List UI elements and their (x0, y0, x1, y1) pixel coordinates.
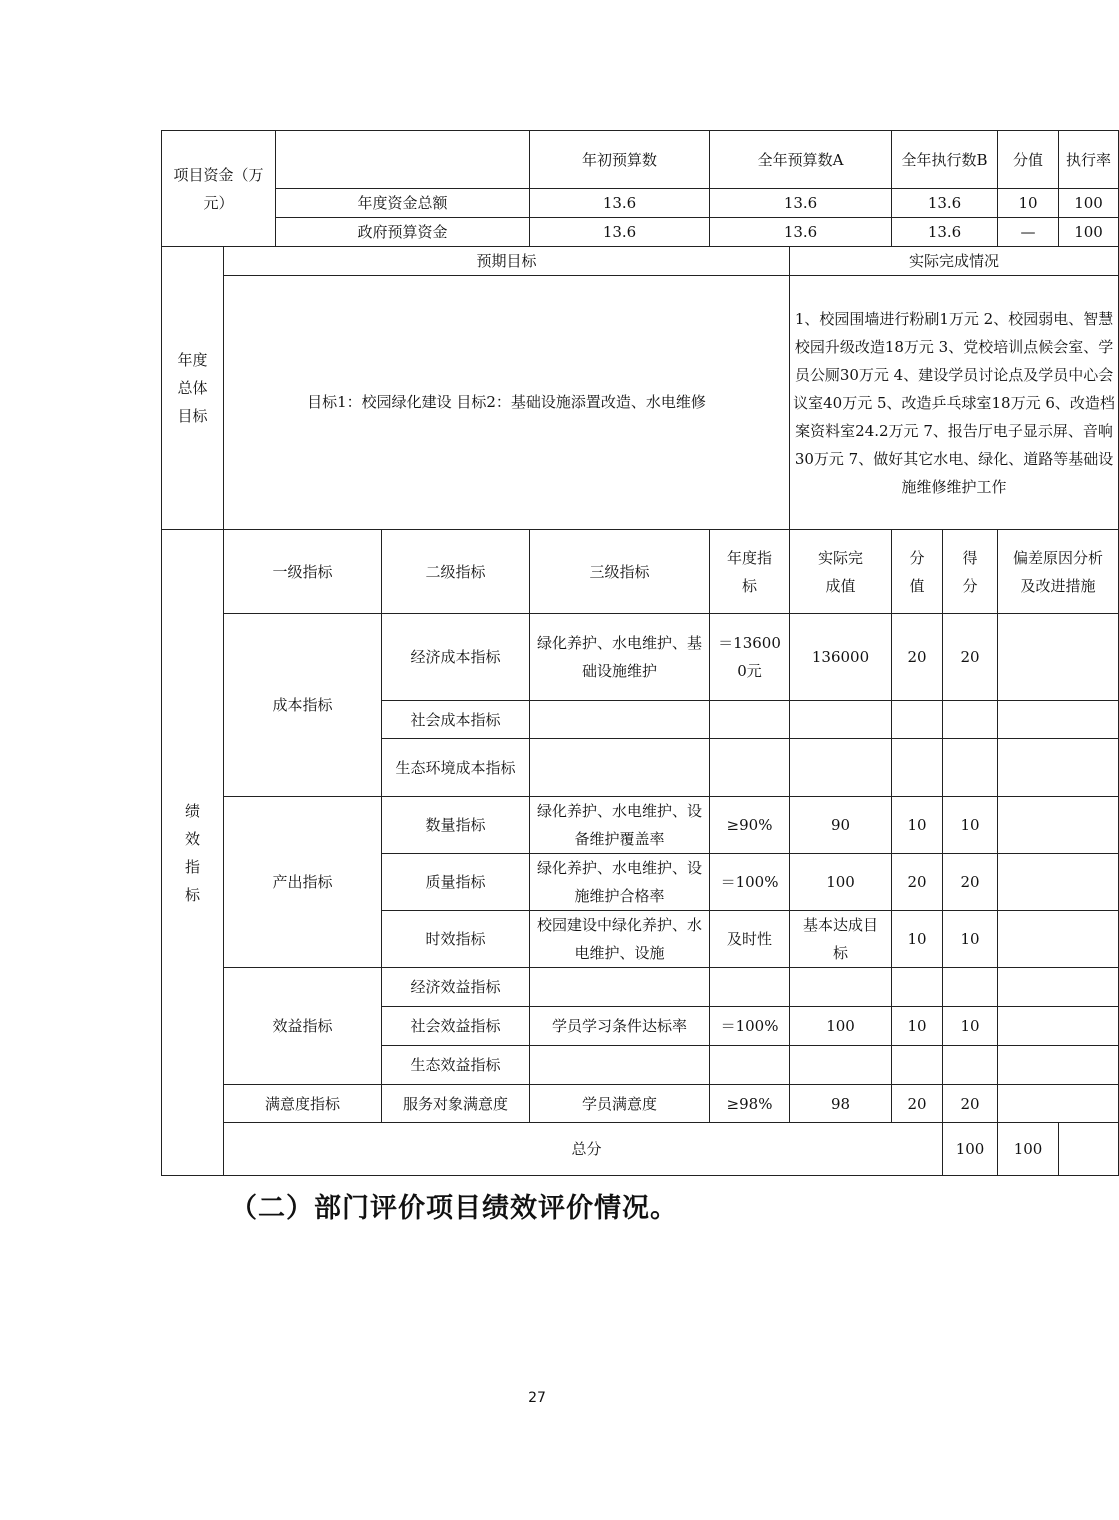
score-value: 10 (892, 911, 943, 968)
actual-value (790, 1046, 892, 1085)
level2: 社会成本指标 (382, 701, 530, 739)
total-label: 总分 (224, 1123, 943, 1176)
score-value: 20 (892, 854, 943, 911)
indicators-label: 绩效指标 (162, 530, 224, 1176)
deviation (998, 797, 1119, 854)
actual-value (790, 701, 892, 739)
indicator-row (162, 797, 1119, 854)
deviation (998, 739, 1119, 797)
annual-target: ＝136000元 (710, 614, 790, 701)
level2: 生态环境成本指标 (382, 739, 530, 797)
annual-target (710, 701, 790, 739)
annual-target (710, 968, 790, 1007)
actual-value: 基本达成目标 (790, 911, 892, 968)
group-cost: 成本指标 (224, 614, 382, 797)
annual-target: ＝100% (710, 854, 790, 911)
level2: 时效指标 (382, 911, 530, 968)
header-score: 得分 (943, 530, 998, 614)
funds-initial: 13.6 (530, 218, 710, 247)
funds-rate: 100 (1059, 189, 1119, 218)
funds-row-total (162, 189, 1119, 218)
indicator-row (162, 968, 1119, 1007)
level2: 经济成本指标 (382, 614, 530, 701)
score: 20 (943, 614, 998, 701)
deviation (998, 1007, 1119, 1046)
level3: 学员满意度 (530, 1085, 710, 1123)
score (943, 739, 998, 797)
header-level3: 三级指标 (530, 530, 710, 614)
total-score: 100 (998, 1123, 1059, 1176)
funds-initial: 13.6 (530, 189, 710, 218)
deviation (998, 911, 1119, 968)
header-level2: 二级指标 (382, 530, 530, 614)
score-value: 10 (892, 1007, 943, 1046)
annual-target: ＝100% (710, 1007, 790, 1046)
funds-rate: 100 (1059, 218, 1119, 247)
group-satisfaction: 满意度指标 (224, 1085, 382, 1123)
level2: 生态效益指标 (382, 1046, 530, 1085)
level3 (530, 968, 710, 1007)
funds-value: — (998, 218, 1059, 247)
annual-target: 及时性 (710, 911, 790, 968)
funds-header-blank (276, 131, 530, 189)
funds-row-label: 年度资金总额 (276, 189, 530, 218)
level3: 学员学习条件达标率 (530, 1007, 710, 1046)
funds-label: 项目资金（万元） (162, 131, 276, 247)
level2: 数量指标 (382, 797, 530, 854)
level2: 服务对象满意度 (382, 1085, 530, 1123)
score: 10 (943, 797, 998, 854)
score-value (892, 739, 943, 797)
actual-value: 100 (790, 854, 892, 911)
group-benefit: 效益指标 (224, 968, 382, 1085)
level2: 质量指标 (382, 854, 530, 911)
funds-row-government (162, 218, 1119, 247)
actual-goal-text: 1、校园围墙进行粉刷1万元 2、校园弱电、智慧校园升级改造18万元 3、党校培训点候会室、学员公厕30万元 4、建设学员讨论点及学员中心会议室40万元 5、改造乒乓球室18万元 6、改造档案资料室24.2万元 7、报告厅电子显示屏、音响30万元 7、做好其它水电、绿化、道路等基础设施维修维护工作 (790, 276, 1119, 530)
total-row (162, 1123, 1119, 1176)
total-deviation (1059, 1123, 1119, 1176)
score: 10 (943, 911, 998, 968)
level3 (530, 701, 710, 739)
annual-goal-label: 年度总体目标 (162, 247, 224, 530)
header-deviation: 偏差原因分析及改进措施 (998, 530, 1119, 614)
header-executed: 全年执行数B (892, 131, 998, 189)
header-initial-budget: 年初预算数 (530, 131, 710, 189)
actual-value: 90 (790, 797, 892, 854)
score (943, 701, 998, 739)
indicator-row (162, 1085, 1119, 1123)
total-value: 100 (943, 1123, 998, 1176)
annual-target (710, 739, 790, 797)
header-actual-value: 实际完成值 (790, 530, 892, 614)
score: 20 (943, 1085, 998, 1123)
expected-goal-header: 预期目标 (224, 247, 790, 276)
level3: 校园建设中绿化养护、水电维护、设施 (530, 911, 710, 968)
actual-value: 136000 (790, 614, 892, 701)
score-value (892, 968, 943, 1007)
deviation (998, 701, 1119, 739)
level3: 绿化养护、水电维护、基础设施维护 (530, 614, 710, 701)
actual-value (790, 739, 892, 797)
score-value: 20 (892, 1085, 943, 1123)
indicator-row (162, 614, 1119, 701)
score-value: 10 (892, 797, 943, 854)
funds-row-label: 政府预算资金 (276, 218, 530, 247)
deviation (998, 854, 1119, 911)
funds-executed: 13.6 (892, 189, 998, 218)
header-exec-rate: 执行率 (1059, 131, 1119, 189)
funds-value: 10 (998, 189, 1059, 218)
deviation (998, 1046, 1119, 1085)
level2: 经济效益指标 (382, 968, 530, 1007)
score-value: 20 (892, 614, 943, 701)
annual-target: ≥90% (710, 797, 790, 854)
level3: 绿化养护、水电维护、设施维护合格率 (530, 854, 710, 911)
level2: 社会效益指标 (382, 1007, 530, 1046)
score-value (892, 701, 943, 739)
score: 10 (943, 1007, 998, 1046)
funds-annual: 13.6 (710, 218, 892, 247)
score-value (892, 1046, 943, 1085)
header-annual-target: 年度指标 (710, 530, 790, 614)
header-score-value: 分值 (998, 131, 1059, 189)
annual-target: ≥98% (710, 1085, 790, 1123)
header-annual-budget: 全年预算数A (710, 131, 892, 189)
level3 (530, 739, 710, 797)
funds-executed: 13.6 (892, 218, 998, 247)
actual-goal-header: 实际完成情况 (790, 247, 1119, 276)
performance-table (161, 130, 1119, 1176)
header-score-value: 分值 (892, 530, 943, 614)
funds-annual: 13.6 (710, 189, 892, 218)
group-output: 产出指标 (224, 797, 382, 968)
actual-value: 98 (790, 1085, 892, 1123)
section-heading: （二）部门评价项目绩效评价情况。 (230, 1193, 678, 1224)
actual-value: 100 (790, 1007, 892, 1046)
deviation (998, 968, 1119, 1007)
level3 (530, 1046, 710, 1085)
annual-target (710, 1046, 790, 1085)
deviation (998, 614, 1119, 701)
score (943, 968, 998, 1007)
actual-value (790, 968, 892, 1007)
score (943, 1046, 998, 1085)
deviation (998, 1085, 1119, 1123)
level3: 绿化养护、水电维护、设备维护覆盖率 (530, 797, 710, 854)
page-number: 27 (528, 1390, 546, 1406)
score: 20 (943, 854, 998, 911)
expected-goal-text: 目标1：校园绿化建设 目标2：基础设施添置改造、水电维修 (224, 276, 790, 530)
header-level1: 一级指标 (224, 530, 382, 614)
